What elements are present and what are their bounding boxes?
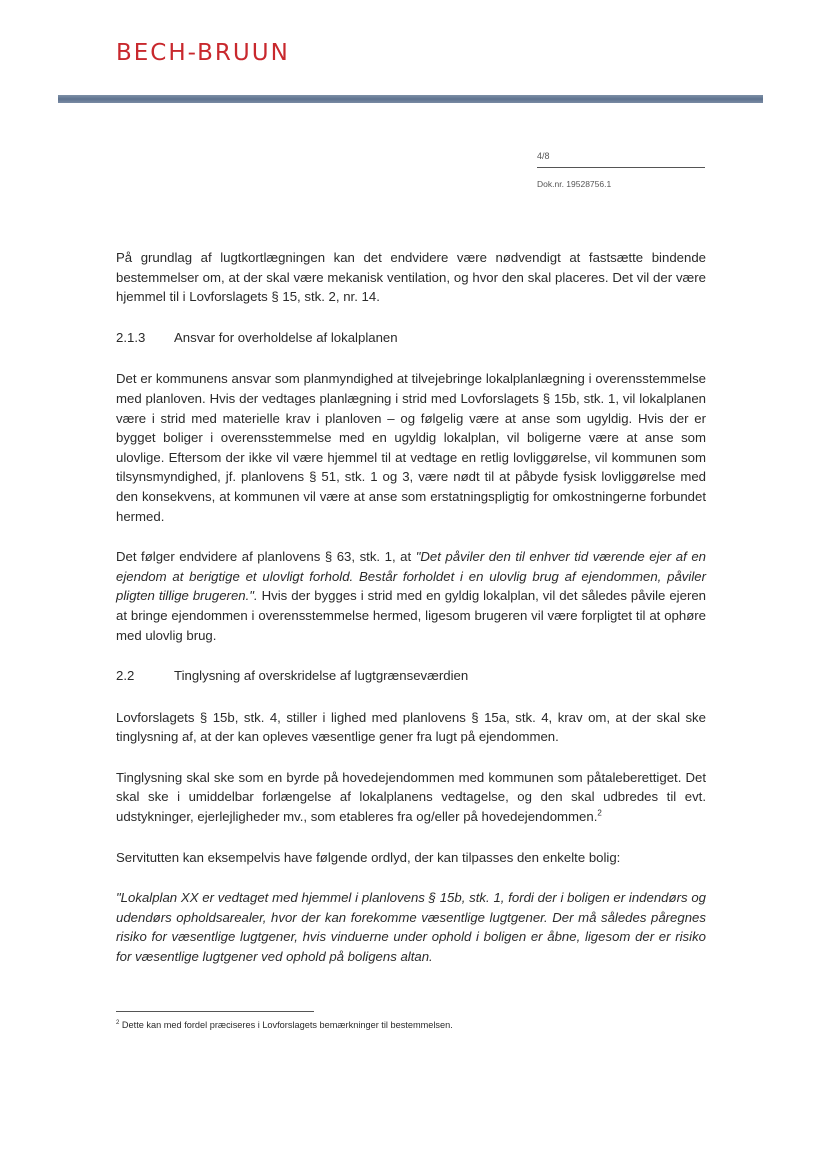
paragraph-5	[116, 768, 706, 827]
footnote-text: Dette kan med fordel præciseres i Lovforslagets bemærkninger til bestemmelsen.	[119, 1020, 453, 1030]
section-number: 2.1.3	[116, 329, 146, 345]
footnote-separator	[116, 1011, 314, 1012]
section-title: Tinglysning af overskridelse af lugtgrænseværdien	[174, 668, 469, 684]
paragraph-4: Lovforslagets § 15b, stk. 4, stiller i lighed med planlovens § 15a, stk. 4, krav om, at der skal ske tinglysning af, at der kan opleves væsentlige gener fra lugt på ejendommen.	[116, 709, 706, 745]
company-logo: BECH-BRUUN	[116, 40, 290, 66]
paragraph-3-quote: "Det påviler den til enhver tid værende ejer af en ejendom at berigtige et ulovligt forhold. Består forholdet i en ulovlig brug af ejendommen, påviler pligten tillige brugeren.".	[116, 549, 706, 604]
footnote-ref[interactable]: 2	[597, 808, 602, 818]
paragraph-5-text: Tinglysning skal ske som en byrde på hovedejendommen med kommunen som påtaleberettiget. Det skal ske i umiddelbar forlængelse af lokalplanens vedtagelse, og den skal udbredes til evt. udstykninger, ejerlejligheder mv., som etableres fra og/eller på hovedejendommen.	[116, 769, 706, 825]
section-heading-2-1-3	[116, 328, 706, 348]
footnote	[116, 1020, 453, 1030]
paragraph-1: På grundlag af lugtkortlægningen kan det endvidere være nødvendigt at fastsætte bindende bestemmelser om, at der skal være mekanisk ventilation, og hvor den skal placeres. Det vil der være hjemmel til i Lovforslagets § 15, stk. 2, nr. 14.	[116, 250, 706, 305]
paragraph-3	[116, 547, 706, 645]
section-heading-2-2	[116, 666, 706, 686]
paragraph-6: Servitutten kan eksempelvis have følgende ordlyd, der kan tilpasses den enkelte bolig:	[116, 849, 621, 865]
section-number: 2.2	[116, 668, 135, 684]
paragraph-2: Det er kommunens ansvar som planmyndighed at tilvejebringe lokalplanlægning i overensstemmelse med planloven. Hvis der vedtages planlægning i strid med Lovforslagets § 15b, stk. 1, vil lokalplanen være i strid med materielle krav i planloven – og følgelig være at anse som ugyldig. Hvis der er bygget boliger i overensstemmelse med en ugyldig lokalplan, vil boligerne være at anse som ulovlige. Eftersom der ikke vil være hjemmel til at vedtage en retlig lovliggørelse, vil kommunen som tilsynsmyndighed, jf. planlovens § 51, stk. 1 og 3, være nødt til at påbyde fysisk lovliggørelse med den konsekvens, at kommunen vil være at anse som erstatningspligtig for omkostningerne forbundet hermed.	[116, 371, 706, 524]
section-title: Ansvar for overholdelse af lokalplanen	[174, 329, 398, 345]
page-meta	[537, 151, 705, 189]
document-number: Dok.nr. 19528756.1	[537, 179, 612, 189]
page-number: 4/8	[537, 151, 705, 168]
footnote-number: 2	[116, 1019, 120, 1026]
header-bar	[58, 95, 763, 103]
paragraph-3-rest: Hvis der bygges i strid med en gyldig lokalplan, vil det således påvile ejeren at bringe ejendommen i overensstemmelse hermed, ligesom brugeren vil være forpligtet til at ophøre med ulovlig brug.	[116, 588, 706, 643]
servitude-quote: "Lokalplan XX er vedtaget med hjemmel i planlovens § 15b, stk. 1, fordi der i boligen er indendørs og udendørs opholdsarealer, hvor der kan forekomme væsentlige lugtgener. Der må således påregnes risiko for væsentlige lugtgener, hvis vinduerne under ophold i boligen er åbne, ligesom der er risiko for væsentlige lugtgener ved ophold på boligens altan.	[116, 890, 706, 965]
document-body	[116, 248, 706, 988]
paragraph-3-intro: Det følger endvidere af planlovens § 63, stk. 1, at	[116, 549, 416, 565]
